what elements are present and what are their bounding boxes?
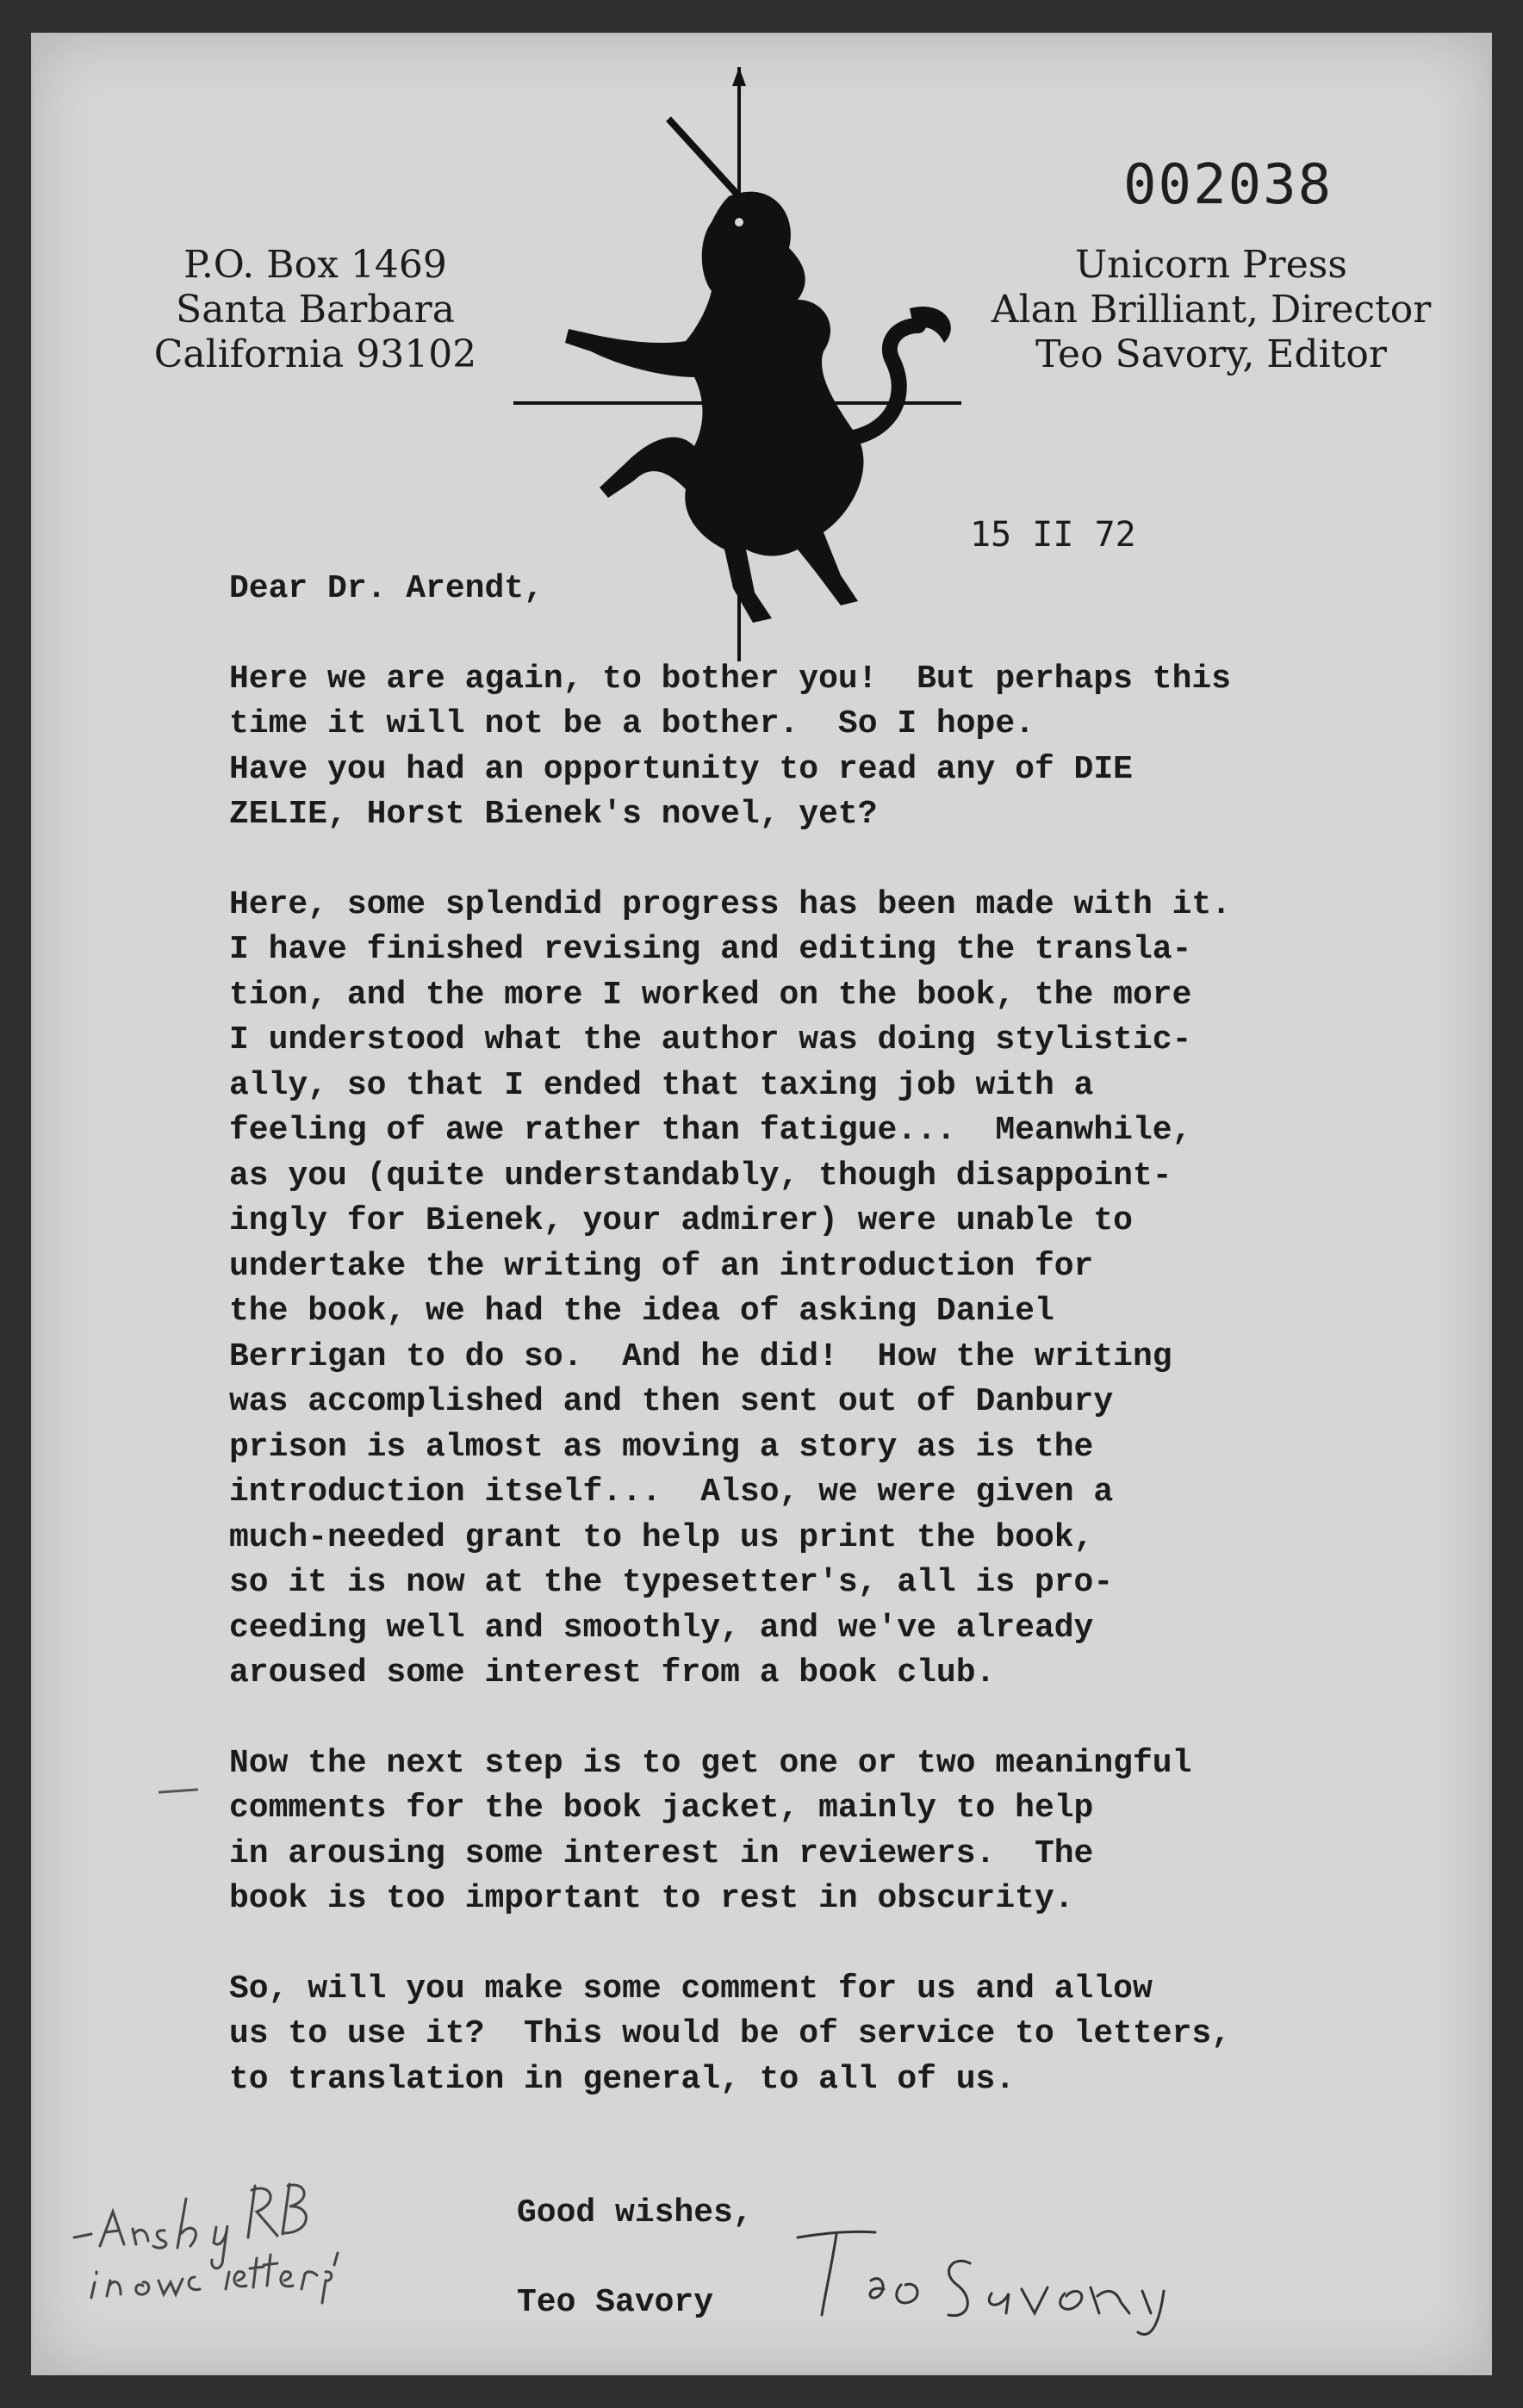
text-line: Here, some splendid progress has been made with it. xyxy=(229,885,1231,923)
text-line: ally, so that I ended that taxing job with a xyxy=(229,1066,1094,1104)
address-right-line: Unicorn Press xyxy=(1075,243,1347,287)
text-line: the book, we had the idea of asking Daniel xyxy=(229,1293,1054,1330)
text-line: Here we are again, to bother you! But perhaps this xyxy=(229,660,1231,698)
paragraph-4 xyxy=(229,1967,1435,2103)
handwritten-signature xyxy=(789,2212,1271,2341)
signer-name: Teo Savory xyxy=(517,2284,714,2321)
text-line: ZELIE, Horst Bienek's novel, yet? xyxy=(229,796,878,833)
text-line: Have you had an opportunity to read any of DIE xyxy=(229,750,1133,788)
text-line: so it is now at the typesetter's, all is pro- xyxy=(229,1564,1114,1601)
document-number: 002038 xyxy=(1123,153,1333,217)
address-right-line: Alan Brilliant, Director xyxy=(991,288,1432,332)
salutation-paragraph xyxy=(229,567,1435,612)
salutation: Dear Dr. Arendt, xyxy=(229,570,544,607)
text-line: was accomplished and then sent out of Danbury xyxy=(229,1383,1114,1420)
text-line: undertake the writing of an introduction for xyxy=(229,1247,1094,1285)
text-line: comments for the book jacket, mainly to help xyxy=(229,1790,1094,1827)
text-line: prison is almost as moving a story as is the xyxy=(229,1428,1094,1466)
letter-sheet xyxy=(31,33,1492,2375)
text-line: ceeding well and smoothly, and we've already xyxy=(229,1609,1094,1647)
handwritten-note xyxy=(57,2151,488,2324)
text-line: to translation in general, to all of us. xyxy=(229,2060,1016,2098)
address-left-line: P.O. Box 1469 xyxy=(183,243,447,287)
text-line: So, will you make some comment for us and allow xyxy=(229,1970,1153,2008)
letterhead-address-right xyxy=(961,243,1461,377)
text-line: time it will not be a bother. So I hope. xyxy=(229,705,1035,742)
text-line: as you (quite understandably, though disappoint- xyxy=(229,1157,1172,1195)
text-line: book is too important to rest in obscurity. xyxy=(229,1880,1074,1917)
text-line: aroused some interest from a book club. xyxy=(229,1654,996,1691)
letterhead-address-left xyxy=(126,243,505,377)
closing-greeting: Good wishes, xyxy=(517,2194,753,2231)
address-left-line: Santa Barbara xyxy=(176,288,455,332)
letter-date: 15 II 72 xyxy=(970,515,1136,555)
text-line: I have finished revising and editing the transla- xyxy=(229,931,1192,968)
text-line: feeling of awe rather than fatigue... Meanwhile, xyxy=(229,1112,1192,1149)
text-line: in arousing some interest in reviewers. The xyxy=(229,1834,1094,1872)
address-left-line: California 93102 xyxy=(153,332,477,376)
text-line: ingly for Bienek, your admirer) were unable to xyxy=(229,1202,1133,1239)
paragraph-3 xyxy=(229,1741,1435,1922)
letter-body xyxy=(229,567,1435,2147)
paragraph-2 xyxy=(229,883,1435,1697)
paragraph-1 xyxy=(229,657,1435,838)
text-line: Now the next step is to get one or two meaningful xyxy=(229,1744,1192,1782)
text-line: introduction itself... Also, we were given a xyxy=(229,1474,1114,1511)
text-line: us to use it? This would be of service to letters, xyxy=(229,2015,1231,2052)
address-right-line: Teo Savory, Editor xyxy=(1035,332,1387,376)
text-line: much-needed grant to help us print the book, xyxy=(229,1518,1094,1556)
text-line: I understood what the author was doing stylistic- xyxy=(229,1021,1192,1058)
text-line: tion, and the more I worked on the book, the more xyxy=(229,976,1192,1014)
letter-closing xyxy=(517,2169,753,2348)
text-line: Berrigan to do so. And he did! How the writing xyxy=(229,1337,1172,1375)
